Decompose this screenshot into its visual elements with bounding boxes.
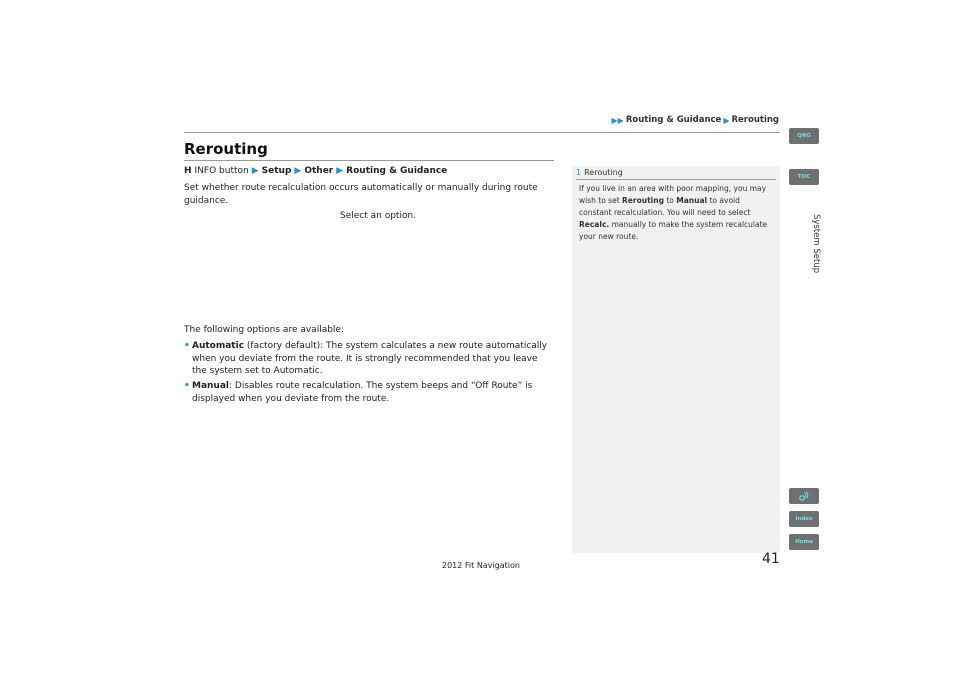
voice-command-icon — [798, 490, 810, 502]
path-arrow-icon: ▶ — [336, 166, 344, 176]
breadcrumb-item-routing-guidance[interactable]: Routing & Guidance — [625, 115, 722, 125]
options-intro: The following options are available: — [184, 325, 345, 335]
bullet-icon: • — [184, 341, 190, 351]
voice-command-tab[interactable] — [789, 488, 819, 504]
toc-tab[interactable]: TOC — [789, 169, 819, 185]
sidebar-note-header — [576, 168, 623, 177]
menu-path-step-routing: Routing & Guidance — [346, 166, 448, 176]
note-text-part: to — [663, 196, 677, 205]
bullet-icon: • — [184, 381, 190, 391]
breadcrumb-item-rerouting: Rerouting — [731, 115, 779, 125]
breadcrumb — [612, 115, 779, 125]
page-number: 41 — [762, 551, 780, 567]
qrg-tab[interactable]: QRG — [789, 128, 819, 144]
note-text-part: to avoid constant recalculation. You will need to select — [579, 196, 751, 217]
menu-path-step-other: Other — [304, 166, 334, 176]
option-manual — [184, 380, 550, 405]
intro-paragraph: Set whether route recalculation occurs automatically or manually during route guidance. — [184, 183, 538, 206]
info-button-symbol: H — [184, 166, 192, 176]
option-description: (factory default): The system calculates a new route automatically when you deviate from the route. It is strongly recommended that you leave the system set to Automatic. — [192, 341, 548, 376]
header-divider — [184, 132, 780, 133]
menu-path-step-setup: Setup — [261, 166, 292, 176]
sidebar-note-title: Rerouting — [584, 168, 623, 177]
option-name: Manual — [192, 381, 230, 391]
image-caption: Select an option. — [340, 211, 417, 221]
note-bold-rerouting: Rerouting — [622, 196, 664, 205]
menu-path-start: INFO button — [194, 166, 249, 176]
option-description: : Disables route recalculation. The system beeps and “Off Route” is displayed when you deviate from the route. — [192, 381, 533, 404]
note-text-part: If you live in an area with poor mapping, you may wish to set — [579, 184, 767, 205]
breadcrumb-arrow-icon: ▶ — [723, 115, 730, 125]
option-name: Automatic — [192, 341, 245, 351]
section-label: System Setup — [811, 214, 821, 274]
path-arrow-icon: ▶ — [251, 166, 259, 176]
home-tab[interactable]: Home — [789, 534, 819, 550]
path-arrow-icon: ▶ — [294, 166, 302, 176]
title-divider — [184, 160, 554, 161]
index-tab[interactable]: Index — [789, 511, 819, 527]
sidebar-note-text — [579, 183, 774, 243]
footer-title: 2012 Fit Navigation — [442, 561, 520, 570]
menu-path — [184, 166, 447, 176]
note-bold-recalc: Recalc. — [579, 220, 610, 229]
breadcrumb-arrow-icon: ▶▶ — [611, 115, 624, 125]
sidebar-divider — [576, 179, 776, 180]
note-symbol: 1 — [576, 168, 582, 177]
option-automatic — [184, 340, 550, 378]
section-title: Rerouting — [184, 140, 268, 158]
note-bold-manual: Manual — [676, 196, 708, 205]
note-text-part: manually to make the system recalculate your new route. — [579, 220, 768, 241]
